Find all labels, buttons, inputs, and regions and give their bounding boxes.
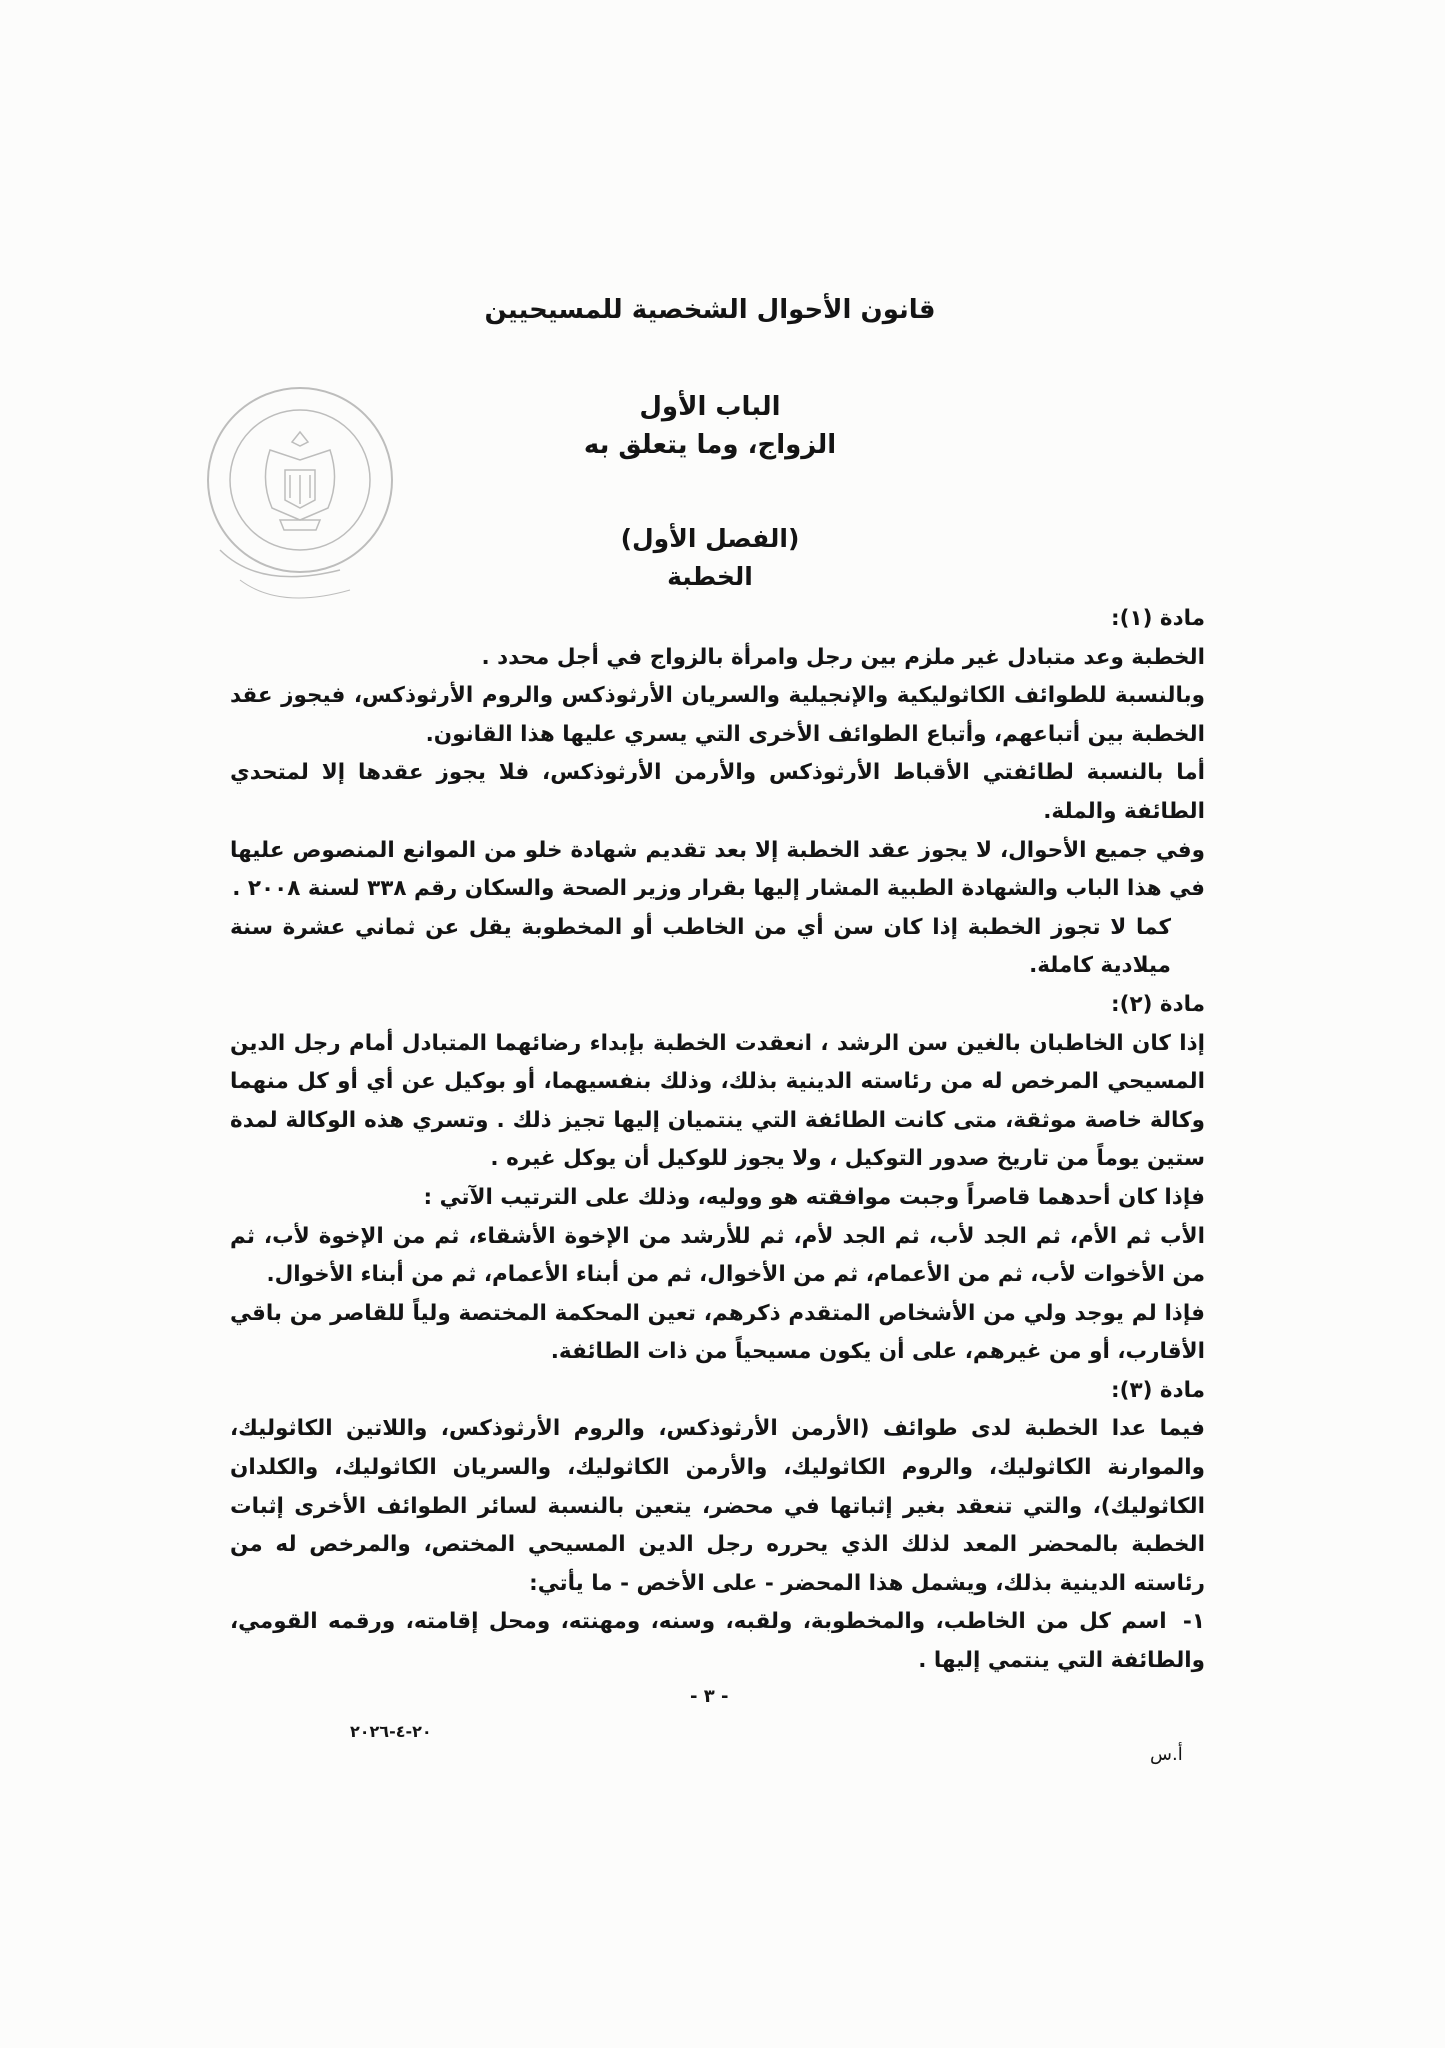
- list-item-text: اسم كل من الخاطب، والمخطوبة، ولقبه، وسنه، ومهنته، ومحل إقامته، ورقمه القومي، والطائفة التي ينتمي إليها .: [230, 1609, 1205, 1674]
- article-1: [230, 600, 1205, 986]
- part-heading: [400, 388, 1020, 464]
- page-number: - ٣ -: [690, 1686, 729, 1707]
- document-title: قانون الأحوال الشخصية للمسيحيين: [484, 295, 936, 325]
- part-title: الباب الأول: [639, 392, 781, 422]
- article-paragraph: أما بالنسبة لطائفتي الأقباط الأرثوذكس والأرمن الأرثوذكس، فلا يجوز عقدها إلا لمتحدي الطائفة والملة.: [230, 760, 1205, 824]
- article-2: [230, 986, 1205, 1372]
- document-body: [230, 600, 1205, 1681]
- article-paragraph: فإذا لم يوجد ولي من الأشخاص المتقدم ذكرهم، تعين المحكمة المختصة ولياً للقاصر من باقي الأقارب، أو من غيرهم، على أن يكون مسيحياً من ذات الطائفة.: [230, 1300, 1205, 1365]
- official-seal-stamp: [200, 380, 400, 620]
- list-item: [230, 1603, 1205, 1680]
- article-paragraph: كما لا تجوز الخطبة إذا كان سن أي من الخاطب أو المخطوبة يقل عن ثماني عشرة سنة ميلادية كاملة.: [230, 914, 1171, 979]
- list-item-number: ١-: [1182, 1609, 1205, 1635]
- article-heading: مادة (١):: [1111, 606, 1205, 631]
- article-paragraph: الخطبة وعد متبادل غير ملزم بين رجل وامرأة بالزواج في أجل محدد .: [481, 644, 1205, 670]
- article-3: [230, 1372, 1205, 1681]
- article-paragraph: الأب ثم الأم، ثم الجد لأب، ثم الجد لأم، ثم للأرشد من الإخوة الأشقاء، ثم من الإخوة لأب، ثم من الأخوات لأب، ثم من الأعمام، ثم من الأخوال، ثم من أبناء الأعمام، ثم من أبناء الأخوال.: [230, 1223, 1205, 1288]
- article-paragraph: فإذا كان أحدهما قاصراً وجبت موافقته هو ووليه، وذلك على الترتيب الآتي :: [423, 1184, 1205, 1210]
- part-subtitle: الزواج، وما يتعلق به: [583, 430, 837, 460]
- article-paragraph: فيما عدا الخطبة لدى طوائف (الأرمن الأرثوذكس، والروم الأرثوذكس، واللاتين الكاثوليك، والموارنة الكاثوليك، والروم الكاثوليك، والأرمن الكاثوليك، والسريان الكاثوليك، والكلدان الكاثوليك)، والتي تنعقد بغير إثباتها في محضر، يتعين بالنسبة لسائر الطوائف الأخرى إثبات الخطبة بالمحضر المعد لذلك الذي يحرره رجل الدين المسيحي المختص، والمرخص له من رئاسته الدينية بذلك، ويشمل هذا المحضر - على الأخص - ما يأتي:: [230, 1416, 1205, 1596]
- footer-date: ٢٠-٤-٢٠٢٦: [350, 1722, 432, 1741]
- footer-initials: أ.س: [1150, 1744, 1183, 1765]
- article-heading: مادة (٢):: [1111, 991, 1205, 1017]
- article-paragraph: إذا كان الخاطبان بالغين سن الرشد ، انعقدت الخطبة بإبداء رضائهما المتبادل أمام رجل الدين المسيحي المرخص له من رئاسته الدينية بذلك، وذلك بنفسيهما، أو بوكيل عن أي أو كل منهما وكالة خاصة موثقة، متى كانت الطائفة التي ينتميان إليها تجيز ذلك . وتسري هذه الوكالة لمدة ستين يوماً من تاريخ صدور التوكيل ، ولا يجوز للوكيل أن يوكل غيره .: [230, 1030, 1205, 1172]
- chapter-title: (الفصل الأول): [620, 524, 800, 553]
- article-paragraph: وفي جميع الأحوال، لا يجوز عقد الخطبة إلا بعد تقديم شهادة خلو من الموانع المنصوص عليها في هذا الباب والشهادة الطبية المشار إليها بقرار وزير الصحة والسكان رقم ٣٣٨ لسنة ٢٠٠٨ .: [230, 837, 1205, 902]
- article-paragraph: وبالنسبة للطوائف الكاثوليكية والإنجيلية والسريان الأرثوذكس والروم الأرثوذكس، فيجوز عقد الخطبة بين أتباعهم، وأتباع الطوائف الأخرى التي يسري عليها هذا القانون.: [230, 683, 1205, 747]
- chapter-subtitle: الخطبة: [667, 562, 753, 591]
- article-heading: مادة (٣):: [1111, 1377, 1205, 1403]
- chapter-heading: [400, 520, 1020, 596]
